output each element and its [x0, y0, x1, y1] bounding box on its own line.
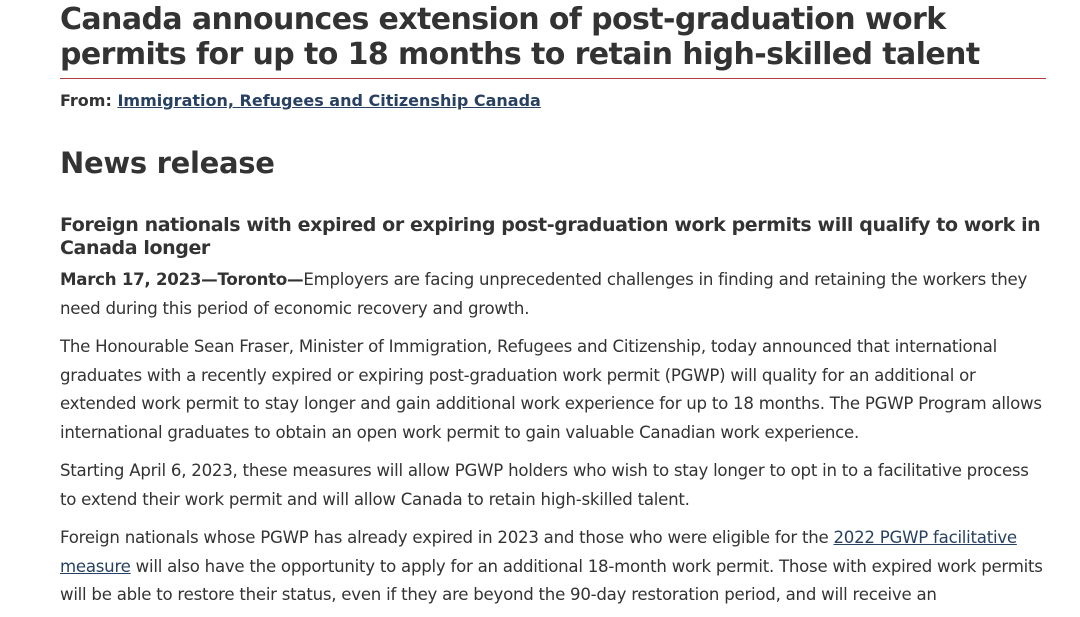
paragraph-1 — [60, 266, 1046, 323]
article-content — [60, 0, 1046, 610]
dateline: March 17, 2023—Toronto— — [60, 270, 304, 289]
paragraph-3: Starting April 6, 2023, these measures will allow PGWP holders who wish to stay longer to opt in to a facilitative process to extend their work permit and will allow Canada to retain high-skilled talent. — [60, 461, 1029, 509]
from-line — [60, 90, 1046, 112]
paragraph-2: The Honourable Sean Fraser, Minister of Immigration, Refugees and Citizenship, today announced that international graduates with a recently expired or expiring post-graduation work permit (PGWP) will quality for an additional or extended work permit to stay longer and gain additional work experience for up to 18 months. The PGWP Program allows international graduates to obtain an open work permit to gain valuable Canadian work experience. — [60, 337, 1042, 442]
department-link[interactable]: Immigration, Refugees and Citizenship Canada — [117, 91, 541, 110]
from-label: From: — [60, 91, 112, 110]
paragraph-4-text-before: Foreign nationals whose PGWP has already expired in 2023 and those who were eligible for the — [60, 528, 834, 547]
paragraph-4-text-after: will also have the opportunity to apply for an additional 18-month work permit. Those with expired work permits will be able to restore their status, even if they are beyond the 90-day restoration period, and will receive an — [60, 556, 1043, 604]
pgwp-facilitative-measure-link[interactable]: 2022 PGWP facilitative measure — [60, 528, 1017, 576]
subheading: Foreign nationals with expired or expiring post-graduation work permits will qualify to work in Canada longer — [60, 214, 1041, 259]
section-heading: News release — [60, 146, 275, 180]
paragraph-1-text: Employers are facing unprecedented challenges in finding and retaining the workers they need during this period of economic recovery and growth. — [60, 270, 1028, 318]
paragraph-4 — [60, 524, 1046, 610]
page-title: Canada announces extension of post-graduation work permits for up to 18 months to retain high-skilled talent — [60, 2, 1046, 79]
